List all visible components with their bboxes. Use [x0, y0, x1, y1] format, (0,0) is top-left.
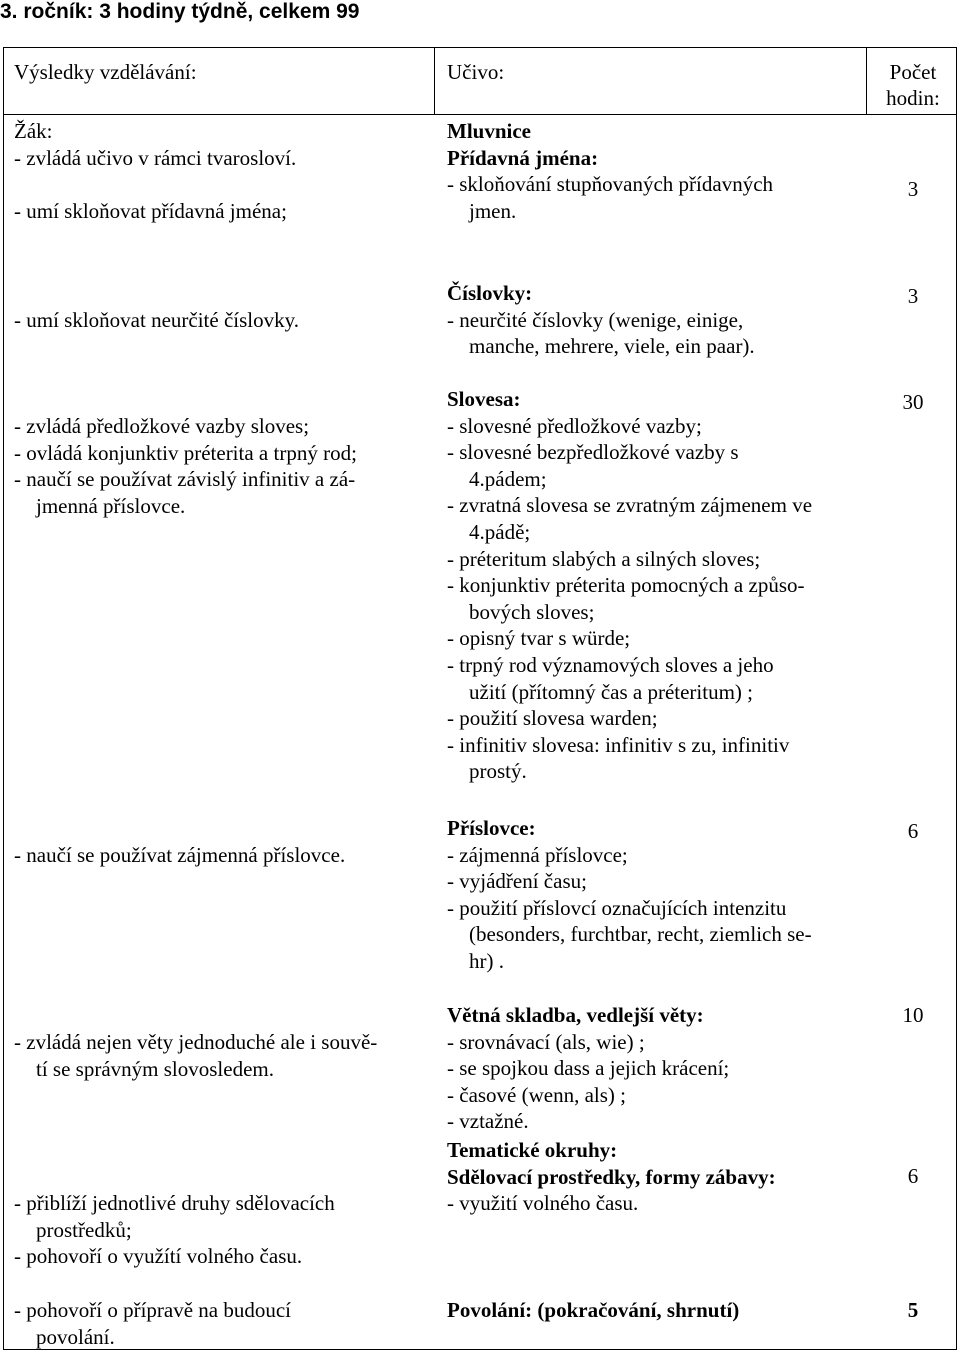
header-divider	[3, 114, 957, 115]
content-line: užití (přítomný čas a préteritum) ;	[469, 679, 753, 704]
column-divider	[866, 47, 867, 115]
row-4-outcomes	[14, 842, 345, 869]
content-line: - skloňování stupňovaných přídavných	[447, 172, 774, 197]
header-hours	[868, 59, 958, 111]
topic-title: Větná skladba, vedlejší věty:	[447, 1003, 704, 1027]
outcome-line	[14, 171, 296, 198]
row-7-content	[447, 1297, 739, 1324]
row-1-hours: 3	[907, 177, 919, 201]
outcome-line: - pohovoří o využítí volného času.	[14, 1244, 303, 1269]
content-line: hr) .	[469, 948, 504, 973]
content-line: manche, mehrere, viele, ein paar).	[469, 334, 755, 359]
content-line: - trpný rod významových sloves a jeho	[447, 652, 774, 677]
outcome-line: - ovládá konjunktiv préterita a trpný rod;	[14, 440, 357, 465]
content-line: - zvratná slovesa se zvratným zájmenem ve	[447, 493, 813, 518]
content-line: - vyjádření času;	[447, 869, 587, 894]
content-line: - srovnávací (als, wie) ;	[447, 1029, 645, 1054]
content-line: 4.pádě;	[469, 519, 531, 544]
content-line: 4.pádem;	[469, 466, 547, 491]
row-1-outcomes	[14, 118, 296, 224]
row-4-content	[447, 815, 812, 975]
section-title: Tematické okruhy:	[447, 1138, 618, 1162]
row-6-hours: 6	[907, 1164, 919, 1188]
header-hours-line1: Počet	[889, 60, 937, 84]
content-line: - vztažné.	[447, 1109, 529, 1134]
outcome-line: - zvládá nejen věty jednoduché ale i souvě-	[14, 1030, 378, 1054]
outcome-line: tí se správným slovosledem.	[36, 1056, 274, 1081]
outcome-line: - umí skloňovat neurčité číslovky.	[14, 307, 299, 332]
outcome-line: - naučí se používat závislý infinitiv a zá-	[14, 467, 356, 492]
outcome-line: - pohovoří o přípravě na budoucí	[14, 1298, 292, 1322]
header-hours-line2: hodin:	[886, 86, 940, 110]
outcome-line: - zvládá předložkové vazby sloves;	[14, 414, 310, 438]
content-line: - zájmenná příslovce;	[447, 842, 628, 867]
topic-title: Slovesa:	[447, 387, 521, 411]
header-content: Učivo:	[447, 60, 505, 84]
content-line: - slovesné předložkové vazby;	[447, 413, 702, 438]
content-line: - se spojkou dass a jejich krácení;	[447, 1056, 730, 1081]
content-line: - použití příslovcí označujících intenzitu	[447, 895, 787, 920]
row-5-content	[447, 1002, 704, 1029]
content-line: - infinitiv slovesa: infinitiv s zu, infinitiv	[447, 732, 790, 757]
row-5-hours: 10	[902, 1003, 924, 1027]
content-line: jmen.	[469, 198, 517, 223]
row-1-content	[447, 118, 773, 224]
row-7-hours: 5	[907, 1298, 919, 1322]
section-title: Mluvnice	[447, 119, 531, 143]
content-line: - neurčité číslovky (wenige, einige,	[447, 307, 744, 332]
row-6-outcomes	[14, 1190, 335, 1270]
outcome-line: prostředků;	[36, 1217, 132, 1242]
outcome-line: povolání.	[36, 1324, 115, 1349]
outcome-line: - zvládá učivo v rámci tvarosloví.	[14, 145, 297, 170]
topic-title: Číslovky:	[447, 281, 533, 305]
row-3-hours: 30	[902, 390, 924, 414]
topic-title: Povolání: (pokračování, shrnutí)	[447, 1298, 740, 1322]
row-7-outcomes	[14, 1297, 291, 1350]
column-divider	[434, 47, 435, 115]
outcome-line: - naučí se používat zájmenná příslovce.	[14, 843, 346, 867]
topic-title: Přídavná jména:	[447, 145, 599, 170]
content-line: - préteritum slabých a silných sloves;	[447, 546, 761, 571]
row-6-content	[447, 1137, 776, 1217]
outcome-line: - umí skloňovat přídavná jména;	[14, 198, 287, 223]
row-3-outcomes	[14, 413, 357, 519]
content-line: bových sloves;	[469, 599, 595, 624]
content-line: - použití slovesa warden;	[447, 706, 658, 731]
row-4-hours: 6	[907, 819, 919, 843]
content-line: - konjunktiv préterita pomocných a způso-	[447, 573, 805, 598]
outcome-line: Žák:	[14, 119, 53, 143]
content-line: prostý.	[469, 759, 527, 784]
outcome-line: - přiblíží jednotlivé druhy sdělovacích	[14, 1191, 335, 1215]
content-line: - slovesné bezpředložkové vazby s	[447, 440, 739, 465]
row-2-hours: 3	[907, 284, 919, 308]
header-outcomes: Výsledky vzdělávání:	[14, 60, 197, 84]
topic-title: Sdělovací prostředky, formy zábavy:	[447, 1164, 776, 1189]
content-line: - využití volného času.	[447, 1191, 639, 1216]
topic-title: Příslovce:	[447, 816, 536, 840]
row-5-outcomes	[14, 1029, 377, 1082]
content-line: - opisný tvar s würde;	[447, 626, 631, 651]
outcome-line	[14, 280, 299, 307]
row-3-content	[447, 386, 812, 785]
row-2-outcomes	[14, 280, 299, 333]
page-heading: 3. ročník: 3 hodiny týdně, celkem 99	[0, 0, 360, 23]
content-line: - časové (wenn, als) ;	[447, 1082, 627, 1107]
outcome-line: jmenná příslovce.	[36, 493, 186, 518]
row-5-content-items	[447, 1029, 729, 1135]
content-line: (besonders, furchtbar, recht, ziemlich se-	[469, 922, 812, 947]
row-2-content	[447, 280, 755, 360]
